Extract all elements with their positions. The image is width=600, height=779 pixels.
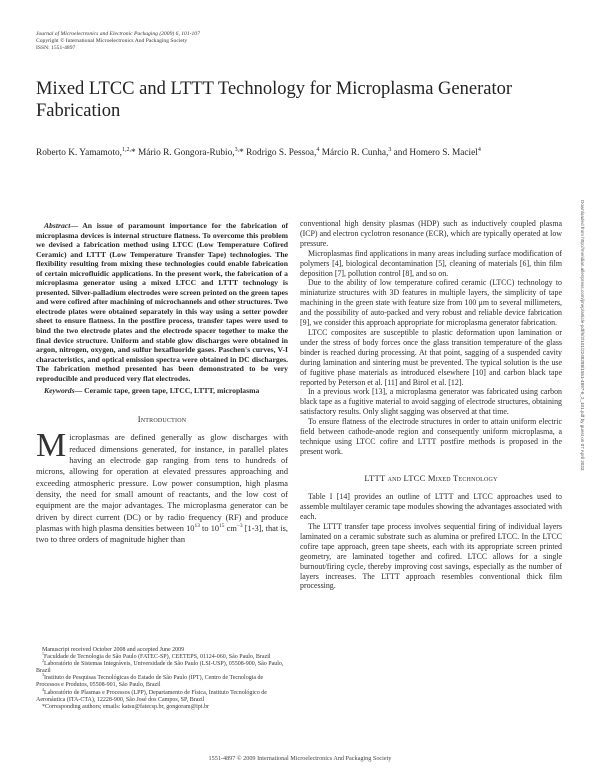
keywords-text: — Ceramic tape, green tape, LTCC, LTTT, microplasma xyxy=(74,386,260,396)
body-paragraph: Table I [14] provides an outline of LTTT and LTCC approaches used to assemble multilayer ceramic tape modules showing the advantages associated with each. xyxy=(300,492,562,522)
intro-text: to 10 xyxy=(199,524,220,534)
author-affiliation: 4 xyxy=(316,146,320,153)
footnote-affiliation: $^2$Laboratório de Sistemas Integráveis, Universidade de São Paulo (LSI-USP), 05508-900, São Paulo, Brazil xyxy=(36,659,284,675)
download-watermark xyxy=(577,200,585,760)
body-paragraph: In a previous work [13], a microplasma generator was fabricated using carbon black tape as a fugitive material to avoid sagging of electrode structures, obtaining satisfactory results. Only slight sagging was observed at that time. xyxy=(300,387,562,417)
author-name: * Rodrigo S. Pessoa, xyxy=(239,148,317,158)
drop-cap: M xyxy=(36,427,67,465)
footnote-affiliation: $^3$Instituto de Pesquisas Tecnológicas do Estado de São Paulo (IPT), Centro de Tecnologia de Processos e Produtos, 05508-901, São Paulo, Brazil xyxy=(36,673,264,689)
journal-info xyxy=(36,31,366,52)
abstract-label: Abstract xyxy=(44,221,71,230)
body-paragraph: The LTTT transfer tape process involves sequential firing of individual layers laminated on a ceramic substrate such as alumina or prefired LTCC. In the LTCC cofire tape approach, green tape sheets, each with its appropriate screen printed geometry, are laminated together and cofired. LTCC allows for a single burnout/firing cycle, thereby improving cost savings, especially as the number of layers increases. The LTTT approach resembles conventional thick film processing. xyxy=(300,522,562,591)
exponent: 15 xyxy=(219,523,225,530)
intro-text: cm xyxy=(224,524,237,534)
abstract xyxy=(36,221,288,383)
author-list xyxy=(36,147,516,160)
footnote-affiliation: $^4$Laboratório de Plasmas e Processos (LPP), Departamento de Física, Instituto Tecnológico de Aeronáutica (ITA-CTA), 12228-900, São José dos Campos, SP, Brazil xyxy=(36,687,267,703)
footnotes xyxy=(36,647,288,711)
author-affiliation: 3 xyxy=(388,146,392,153)
introduction-heading: Introduction xyxy=(137,413,187,424)
intro-text: icroplasmas are defined generally as glow discharges with reduced dimensions generated, for instance, in parallel plates having an electrode gap ranging from tens to hundreds of microns, allowing for operation at elevated pressures approaching and exceeding atmospheric pressure. Low power consumption, high plasma density, the need for small amount of reactants, and the low cost of equipment are the major advantages. The microplasma generator can be driven by direct current (DC) or by radio frequency (RF) and produce plasmas with high plasma densities between 10 xyxy=(36,433,288,534)
author-affiliation: 3, xyxy=(234,146,240,153)
keywords xyxy=(36,386,288,396)
right-column xyxy=(300,219,562,591)
left-column xyxy=(36,221,288,546)
body-paragraph: To ensure flatness of the electrode structures in order to attain uniform electric field between cathode-anode region and consequently uniform microplasma, a technique using LTCC cofire and LTTT postfire methods is proposed in the present work. xyxy=(300,417,562,456)
abstract-text: — An issue of paramount importance for the fabrication of microplasma devices is internal structure flatness. To overcome this problem we devised a fabrication method using LTCC (Low Temperature Cofired Ceramic) and LTTT (Low Temperature Transfer Tape) technologies. The flexibility resulting from mixing these technologies could enable fabrication of certain microfluidic applications. In the present work, the fabrication of a microplasma generator using a mixed LTCC and LTTT technology is presented. Silver-palladium electrodes were screen printed on the green tapes and were cofired after machining of microchannels and other structures. Two electrode plates were obtained separately in this way using a setter powder sheet to ensure flatness. In the postfire process, transfer tapes were used to bind the two electrode plates and the electrode spacer together to make the final device structure. Uniform and stable glow discharges were obtained in argon, nitrogen, oxygen, and sulfur hexafluoride gases. Paschen's curves, V-I characteristics, and optical emission spectra were obtained in DC discharges. The fabrication method presented has been demonstrated to be very reproducible and produced very flat electrodes. xyxy=(36,221,288,383)
download-link-text[interactable]: Downloaded from http://meridian.allenpress.com/jmep/article-pdf/6/2/101/2248288/1551-4897-6_2_101.pdf by guest on 07 April 2023 xyxy=(580,200,585,471)
footnote-affiliation: $^1$Faculdade de Tecnologia de São Paulo (FATEC-SP), CEETEPS, 01124-060, São Paulo, Brazil xyxy=(42,652,271,661)
body-paragraph: conventional high density plasmas (HDP) such as inductively coupled plasma (ICP) and electron cyclotron resonance (ECR), which are typically operated at low pressure. xyxy=(300,219,562,248)
author-name: * Mário R. Gongora-Rubio, xyxy=(131,148,235,158)
exponent: 13 xyxy=(194,523,200,530)
paper-title: Mixed LTCC and LTTT Technology for Microplasma Generator Fabrication xyxy=(36,79,513,121)
body-paragraph: Due to the ability of low temperature cofired ceramic (LTCC) technology to miniaturize structures with 3D features in multiple layers, the simplicity of tape machining in the green state with feature size from 100 μm to several millimeters, and the possibility of auto-packed and very robust and reliable device fabrication [9], we consider this approach appropriate for microplasma generator fabrication. xyxy=(300,278,562,328)
author-affiliation: 1,2, xyxy=(122,146,132,153)
journal-issn: ISSN: 1551-4897 xyxy=(36,45,76,51)
body-paragraph: Microplasmas find applications in many areas including surface modification of polymers [4], biological decontamination [5], cleaning of materials [6], thin film deposition [7], pollution control [8], and so on. xyxy=(300,248,562,278)
journal-citation: Journal of Microelectronics and Electronic Packaging (2009) 6, 101-107 xyxy=(36,31,200,37)
intro-text: [1-3], that is, two to three orders of magnitude higher than xyxy=(36,524,288,545)
exponent: −3 xyxy=(236,523,243,530)
footnote-corresponding: *Corresponding authors; emails: katsu@fatecsp.br, gongoram@ipt.br xyxy=(42,703,209,710)
body-paragraph: LTCC composites are susceptible to plastic deformation upon lamination or under the stress of body forces once the glass transition temperature of the glass binder is reached during processing. At that point, sagging of a suspended cavity during lamination and sintering must be prevented. The typical solution is the use of fugitive phase materials as introduced elsewhere [10] and carbon black tape reported by Peterson et al. [11] and Birol et al. [12]. xyxy=(300,327,562,387)
author-name: Roberto K. Yamamoto, xyxy=(36,148,122,158)
introduction-paragraph xyxy=(36,427,288,545)
author-affiliation: 4 xyxy=(477,146,481,153)
keywords-label: Keywords xyxy=(44,386,75,396)
section-heading: LTTT and LTCC Mixed Technology xyxy=(364,472,498,483)
author-name: Márcio R. Cunha, xyxy=(319,148,389,158)
page-footer: 1551-4897 © 2009 International Microelectronics And Packaging Society xyxy=(208,755,392,762)
author-name: and Homero S. Maciel xyxy=(391,148,478,158)
journal-copyright: Copyright © International Microelectronics And Packaging Society xyxy=(36,38,188,44)
footnote-received: Manuscript received October 2008 and accepted June 2009 xyxy=(42,647,185,653)
